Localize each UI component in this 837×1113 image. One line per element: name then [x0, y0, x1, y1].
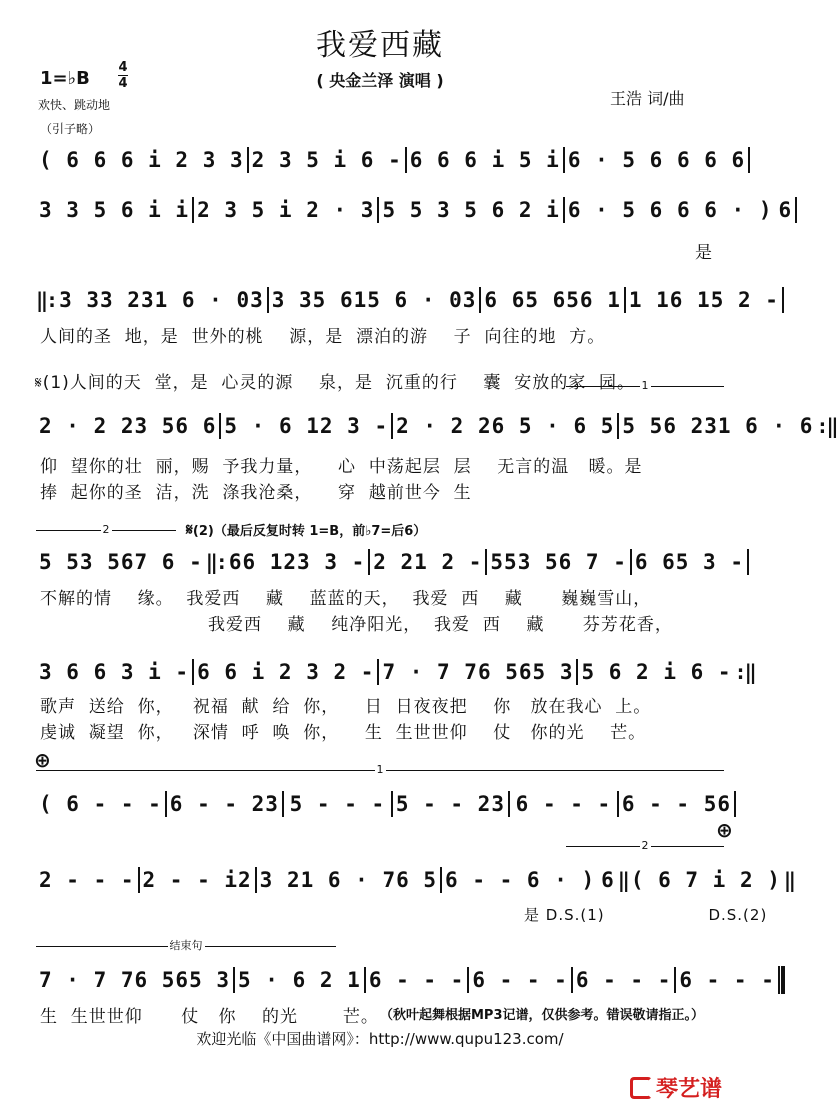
measure: 3 21 6 · 76 5 [259, 868, 438, 892]
score-row-3 [36, 282, 779, 318]
measure: 5 53 567 6 - [39, 550, 203, 574]
score-row-4 [36, 408, 837, 444]
ending-bracket [36, 939, 336, 959]
lyric-line: 我爱西 藏 纯净阳光， 我爱 西 藏 芬芳花香， [208, 615, 673, 635]
measure: 2 3 5 i 2 · 3 [197, 198, 375, 222]
measure: 6 - - 6 · ) [445, 868, 596, 892]
measure: 6 · 5 6 6 6 6 [567, 148, 746, 172]
measure: 1 16 15 2 - [628, 288, 779, 312]
measure: 5 5 3 5 6 2 i [382, 198, 560, 222]
measure: 3 6 6 3 i - [39, 660, 190, 684]
measure: 7 · 7 76 565 3 [382, 660, 574, 684]
repeat-end-barline: :‖ [734, 660, 755, 684]
measure: 553 56 7 - [490, 550, 627, 574]
lyric-pickup: 是 [695, 243, 713, 263]
double-barline: ‖ [783, 868, 794, 892]
lyric-line: 人间的圣 地，是 世外的桃 源，是 漂泊的游 子 向往的地 方。 [40, 327, 606, 347]
logo-text: 琴艺谱 [656, 1077, 723, 1102]
barline [747, 549, 749, 575]
lyric-line: 歌声 送给 你， 祝福 献 给 你， 日 日夜夜把 你 放在我心 上。 [40, 697, 652, 717]
measure: 2 - - i2 [142, 868, 252, 892]
measure: 5 · 6 12 3 - [224, 414, 389, 438]
score-row-7 [36, 786, 736, 822]
volta-number: 2 [641, 839, 649, 852]
segno-note-text: (2)（最后反复时转 1=B，前♭7=后6） [192, 524, 427, 539]
score-row-6 [36, 654, 755, 690]
repeat-start-barline: ‖: [205, 550, 226, 574]
score-row-1 [36, 142, 746, 178]
final-barline [778, 966, 785, 994]
lyric-line: 虔诚 凝望 你， 深情 呼 唤 你， 生 生世世仰 仗 你的光 芒。 [40, 723, 647, 743]
lyric-line: 生 生世世仰 仗 你 的光 芒。 [40, 1007, 379, 1027]
volta-bracket-2 [36, 523, 176, 543]
segno-annotation [186, 520, 426, 540]
transcription-note: （秋叶起舞根据MP3记谱，仅供参考。错误敬请指正。） [380, 1008, 705, 1023]
barline [748, 147, 750, 173]
measure: 6 · 5 6 6 6 · ) [567, 198, 773, 222]
measure: 6 - - - [575, 968, 672, 992]
repeat-start-barline: ‖: [36, 288, 57, 312]
measure: 6 - - - [368, 968, 465, 992]
measure: 5 - - 23 [395, 792, 505, 816]
lyric-text: (1)人间的天 堂，是 心灵的源 泉，是 沉重的行 囊 安放的家 园。 [42, 373, 636, 393]
lyric-line: 捧 起你的圣 洁，洗 涤我沧桑， 穿 越前世今 生 [40, 483, 472, 503]
lyric-line: 仰 望你的壮 丽，赐 予我力量， 心 中荡起层 层 无言的温 暖。是 [40, 457, 643, 477]
measure: ( 6 - - - [39, 792, 162, 816]
measure: ( 6 7 i 2 ) [630, 868, 781, 892]
measure: 5 - - - [289, 792, 386, 816]
coda-icon: ⊕ [716, 818, 733, 842]
tempo-marking: 欢快、跳动地 [38, 98, 111, 112]
barline [782, 287, 784, 313]
volta-bracket-1 [566, 379, 724, 399]
repeat-end-barline: :‖ [816, 414, 837, 438]
site-footer: 欢迎光临《中国曲谱网》：http://www.qupu123.com/ [196, 1030, 564, 1048]
measure: 3 3 5 6 i i [39, 198, 190, 222]
measure: 6 - - 23 [169, 792, 279, 816]
time-signature [118, 60, 128, 91]
song-title: 我爱西藏 [316, 28, 444, 63]
measure: 6 - - - [679, 968, 775, 992]
ending-label: 结束句 [169, 939, 203, 952]
volta-number: 1 [376, 763, 384, 776]
measure: 2 - - - [39, 868, 135, 892]
measure: 3 35 615 6 · 03 [271, 288, 477, 312]
lyric-line: 是 D.S.(1) D.S.(2) [524, 906, 768, 924]
measure: 66 123 3 - [228, 550, 366, 574]
score-row-9 [36, 962, 775, 998]
performer-subtitle: ( 央金兰泽 演唱 ) [316, 71, 444, 90]
measure: 2 3 5 i 6 - [251, 148, 402, 172]
key-signature: 1=♭B [40, 68, 90, 89]
intro-note: （引子略） [40, 122, 101, 136]
coda-icon: ⊕ [34, 748, 51, 772]
composer-credit: 王浩 词/曲 [610, 89, 685, 108]
measure: 6 - - 56 [621, 792, 732, 816]
volta-number: 1 [641, 379, 649, 392]
lyric-line: 不解的情 缘。 我爱西 藏 蓝蓝的天， 我爱 西 藏 巍巍雪山， [40, 589, 652, 609]
measure: 3 33 231 6 · 03 [59, 288, 264, 312]
double-barline: ‖ [617, 868, 628, 892]
measure: 2 · 2 23 56 6 [39, 414, 217, 438]
score-row-8 [36, 862, 794, 898]
measure: 6 [778, 198, 793, 222]
meter-top: 4 [118, 60, 128, 75]
measure: 6 6 i 2 3 2 - [197, 660, 375, 684]
measure: 5 6 2 i 6 - [581, 660, 732, 684]
volta-bracket-1 [36, 763, 724, 783]
barline [734, 791, 736, 817]
measure: 6 65 656 1 [484, 288, 621, 312]
segno-icon: 𝄋 [34, 373, 43, 392]
score-row-5 [36, 544, 744, 580]
measure: 5 · 6 2 1 [238, 968, 361, 992]
measure: 5 56 231 6 · 6 [622, 414, 814, 438]
measure: 6 6 6 i 5 i [409, 148, 560, 172]
measure: 2 21 2 - [373, 550, 483, 574]
measure: 6 - - - [472, 968, 568, 992]
logo-icon [630, 1077, 652, 1099]
measure: ( 6 6 6 i 2 3 3 [39, 148, 244, 172]
measure: 6 - - - [515, 792, 612, 816]
measure: 7 · 7 76 565 3 [39, 968, 231, 992]
segno-icon: 𝄋 [186, 520, 193, 539]
score-row-2 [36, 192, 793, 228]
volta-number: 2 [102, 523, 110, 536]
barline [795, 197, 797, 223]
volta-bracket-2 [566, 839, 724, 859]
measure: 6 [601, 868, 615, 892]
measure: 6 65 3 - [634, 550, 744, 574]
brand-logo [630, 1072, 722, 1103]
measure: 2 · 2 26 5 · 6 5 [396, 414, 615, 438]
meter-bottom: 4 [118, 76, 128, 91]
